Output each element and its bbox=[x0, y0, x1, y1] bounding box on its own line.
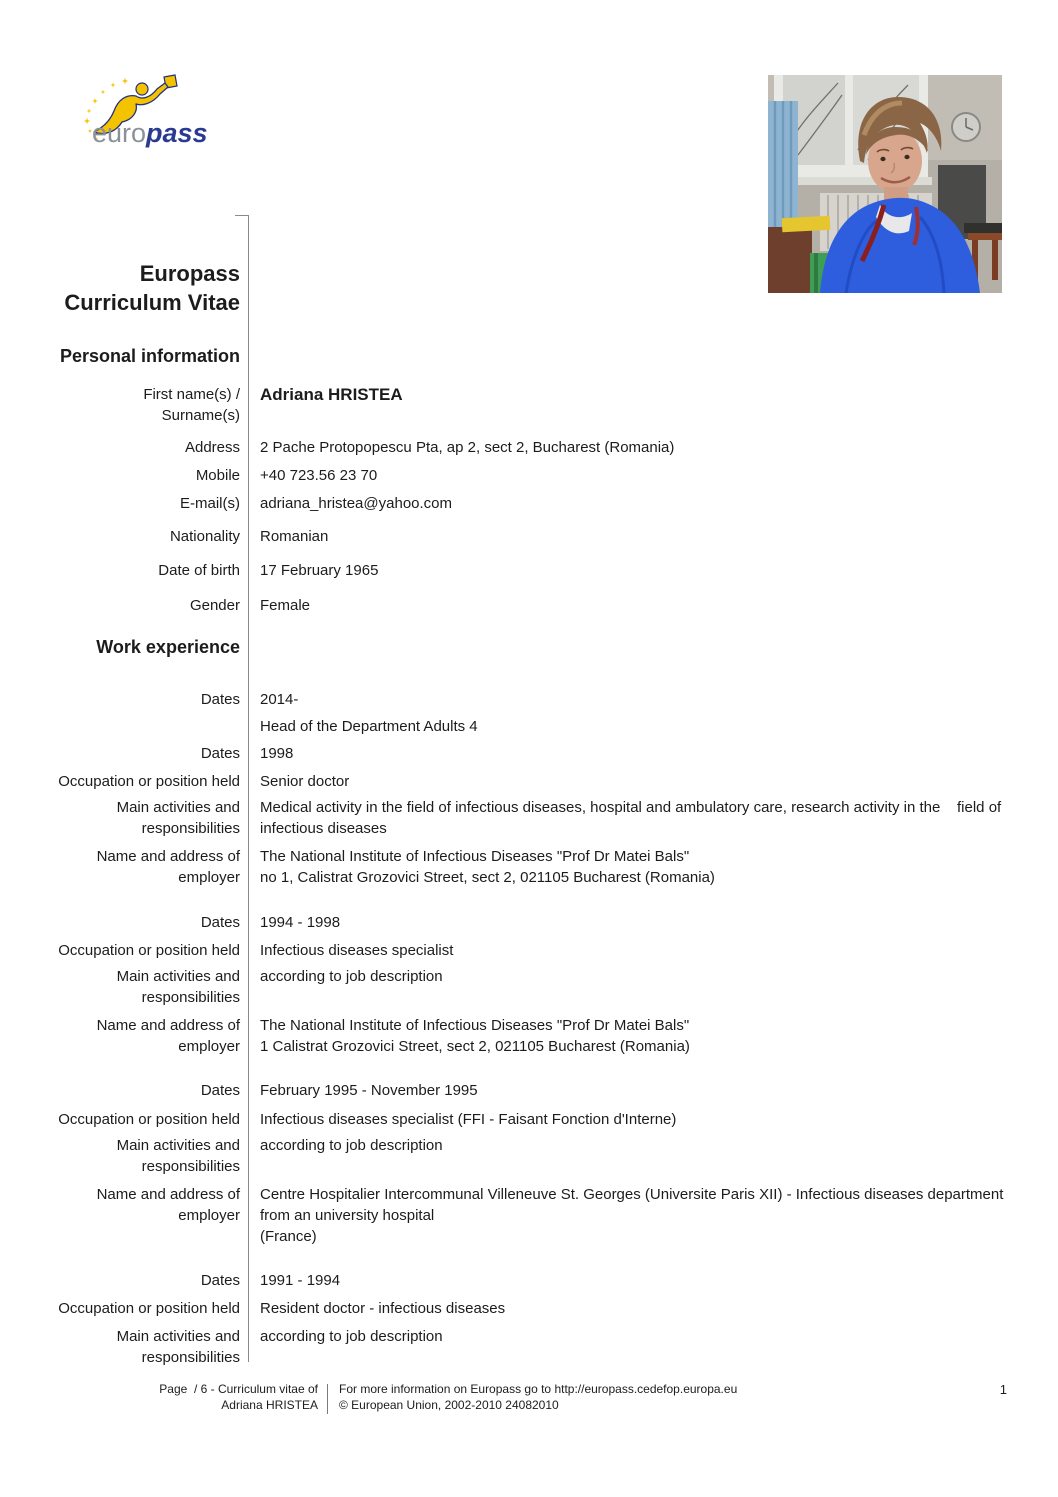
label-activities: Main activities and responsibilities bbox=[116, 799, 240, 837]
label-dates: Dates bbox=[200, 1272, 240, 1289]
label-dates: Dates bbox=[200, 745, 240, 762]
footer-page-line2: Adriana HRISTEA bbox=[221, 1397, 318, 1412]
label-occupation: Occupation or position held bbox=[58, 773, 240, 790]
label-employer: Name and address of employer bbox=[96, 848, 240, 886]
footer-page-line1: Page / 6 - Curriculum vitae of bbox=[159, 1382, 318, 1396]
value-occupation-job4: Resident doctor - infectious diseases bbox=[260, 1300, 506, 1317]
label-employer: Name and address of employer bbox=[96, 1017, 240, 1055]
label-dates: Dates bbox=[200, 691, 240, 708]
label-employer: Name and address of employer bbox=[96, 1186, 240, 1224]
label-address: Address bbox=[184, 439, 240, 456]
label-occupation: Occupation or position held bbox=[58, 1111, 240, 1128]
label-occupation: Occupation or position held bbox=[58, 942, 240, 959]
section-heading-personal-information: Personal information bbox=[59, 346, 240, 366]
label-dates: Dates bbox=[200, 914, 240, 931]
page-number: 1 bbox=[999, 1382, 1007, 1397]
footer-divider bbox=[327, 1384, 328, 1414]
footer-info-line2: © European Union, 2002-2010 24082010 bbox=[339, 1397, 559, 1412]
document-title bbox=[0, 259, 240, 317]
value-dates-job2: 1994 - 1998 bbox=[260, 914, 341, 931]
document-title-line2: Curriculum Vitae bbox=[64, 290, 240, 315]
value-activities-job2: according to job description bbox=[260, 968, 443, 985]
value-full-name: Adriana HRISTEA bbox=[260, 385, 403, 404]
label-activities: Main activities and responsibilities bbox=[116, 968, 240, 1006]
label-gender: Gender bbox=[189, 597, 240, 614]
label-date-of-birth: Date of birth bbox=[158, 562, 240, 579]
value-occupation-job3: Infectious diseases specialist (FFI - Faisant Fonction d'Interne) bbox=[260, 1111, 677, 1128]
table-top-cap bbox=[235, 215, 249, 216]
value-gender: Female bbox=[260, 597, 311, 614]
footer-page-info bbox=[60, 1382, 318, 1413]
europass-logo bbox=[72, 74, 222, 152]
label-email: E-mail(s) bbox=[180, 495, 240, 512]
label-activities: Main activities and responsibilities bbox=[116, 1137, 240, 1175]
footer-europass-info bbox=[339, 1382, 899, 1413]
value-address: 2 Pache Protopopescu Pta, ap 2, sect 2, Bucharest (Romania) bbox=[260, 439, 675, 456]
logo-text-euro: euro bbox=[92, 118, 147, 148]
label-first-name-surname: First name(s) / Surname(s) bbox=[143, 386, 240, 424]
portrait-photo bbox=[768, 75, 1002, 293]
value-mobile: +40 723.56 23 70 bbox=[260, 467, 378, 484]
footer-info-line1: For more information on Europass go to http://europass.cedefop.europa.eu bbox=[339, 1382, 738, 1396]
document-title-line1: Europass bbox=[139, 261, 240, 286]
value-employer-job3: Centre Hospitalier Intercommunal Villeneuve St. Georges (Universite Paris XII) - Infectious diseases department from an university hospital (France) bbox=[260, 1186, 1004, 1245]
value-dates-job0: 2014- bbox=[260, 691, 299, 708]
value-date-of-birth: 17 February 1965 bbox=[260, 562, 379, 579]
table-vertical-rule bbox=[248, 215, 249, 1362]
value-activities-job1: Medical activity in the field of infectious diseases, hospital and ambulatory care, research activity in the field of infectious diseases bbox=[260, 799, 1002, 837]
label-activities: Main activities and responsibilities bbox=[116, 1328, 240, 1366]
value-dates-job4: 1991 - 1994 bbox=[260, 1272, 341, 1289]
value-activities-job3: according to job description bbox=[260, 1137, 443, 1154]
value-activities-job4: according to job description bbox=[260, 1328, 443, 1345]
value-title-job0: Head of the Department Adults 4 bbox=[260, 718, 478, 735]
label-occupation: Occupation or position held bbox=[58, 1300, 240, 1317]
value-dates-job3: February 1995 - November 1995 bbox=[260, 1082, 478, 1099]
value-employer-job2: The National Institute of Infectious Diseases "Prof Dr Matei Bals" 1 Calistrat Grozovici Street, sect 2, 021105 Bucharest (Romania) bbox=[260, 1017, 690, 1055]
value-email: adriana_hristea@yahoo.com bbox=[260, 495, 453, 512]
value-occupation-job2: Infectious diseases specialist bbox=[260, 942, 454, 959]
label-mobile: Mobile bbox=[195, 467, 240, 484]
logo-text-pass: pass bbox=[146, 118, 208, 148]
section-heading-work-experience: Work experience bbox=[96, 637, 240, 657]
value-nationality: Romanian bbox=[260, 528, 329, 545]
portrait-photo-graphic bbox=[768, 75, 1002, 293]
label-dates: Dates bbox=[200, 1082, 240, 1099]
value-occupation-job1: Senior doctor bbox=[260, 773, 350, 790]
value-employer-job1: The National Institute of Infectious Diseases "Prof Dr Matei Bals" no 1, Calistrat Grozovici Street, sect 2, 021105 Bucharest (Romania) bbox=[260, 848, 715, 886]
label-nationality: Nationality bbox=[169, 528, 240, 545]
europass-logo-graphic bbox=[72, 74, 222, 152]
value-dates-job1: 1998 bbox=[260, 745, 294, 762]
